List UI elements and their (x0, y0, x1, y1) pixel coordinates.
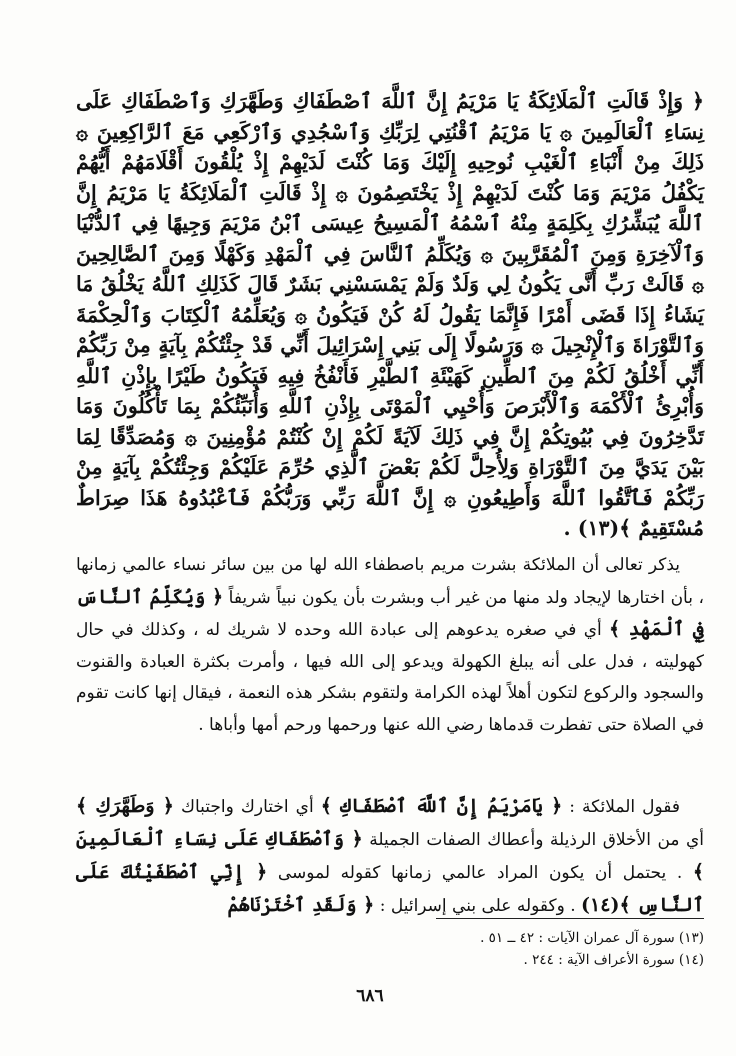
page-number: ٦٨٦ (356, 986, 384, 1006)
commentary-text: أي في صغره يدعوهم إلى عبادة الله وحده لا شريك له ، وكذلك في حال كهوليته ، فدل على أنه يبلغ الكهولة ويدعو إلى الله فيها ، وأمرت بكثرة العبادة والقنوت والسجود والركوع لتكون أهلاً لهذه الكرامة ولتقوم بشكر هذه النعمة ، فيقال إنها كانت تقوم في الصلاة حتى تفطرت قدماها رضي الله عنها ورحمها ورحم أمها وأباها . (76, 620, 704, 735)
commentary-text: أي من الأخلاق الرذيلة وأعطاك الصفات الجميلة (369, 830, 705, 850)
commentary-text: يذكر تعالى أن الملائكة بشرت مريم باصطفاء الله لها من بين سائر نساء عالمي زمانها ، بأن اختارها لإيجاد ولد منها من غير أب وبشرت بأن يكون نبياً شريفاً (76, 555, 704, 608)
commentary-paragraph-2 (76, 790, 704, 922)
quran-quote: ﴿ يَامَرْيَمُ إِنَّ ٱللَّهَ ٱصْطَفَاكِ ﴾ (320, 795, 563, 817)
commentary-text: . وكقوله على بني إسرائيل : (379, 896, 576, 916)
commentary-text: . يحتمل أن يكون المراد عالمي زمانها كقوله لموسى (277, 863, 683, 883)
quran-quote: ﴿ وَطَهَّرَكِ ﴾ (76, 795, 174, 817)
commentary-text: فقول الملائكة : (569, 797, 681, 817)
quran-quote: ﴿ وَلَقَدِ ٱخْتَرْنَاهُمْ (227, 894, 375, 916)
quran-quote: ﴿ وَٱصْطَفَاكِ عَلَى نِسَاءِ ٱلْعَالَمِينَ ﴾ (76, 828, 704, 883)
quran-verses-block: ﴿ وَإِذْ قَالَتِ ٱلْمَلَائِكَةُ يَا مَرْيَمُ إِنَّ ٱللَّهَ ٱصْطَفَاكِ وَطَهَّرَكِ وَٱصْطَفَاكِ عَلَى نِسَاءِ ٱلْعَالَمِينَ ۞ يَا مَرْيَمُ ٱقْنُتِي لِرَبِّكِ وَٱسْجُدِي وَٱرْكَعِي مَعَ ٱلرَّاكِعِينَ ۞ ذَلِكَ مِنْ أَنْبَاءِ ٱلْغَيْبِ نُوحِيهِ إِلَيْكَ وَمَا كُنْتَ لَدَيْهِمْ إِذْ يُلْقُونَ أَقْلَامَهُمْ أَيُّهُمْ يَكْفُلُ مَرْيَمَ وَمَا كُنْتَ لَدَيْهِمْ إِذْ يَخْتَصِمُونَ ۞ إِذْ قَالَتِ ٱلْمَلَائِكَةُ يَا مَرْيَمُ إِنَّ ٱللَّهَ يُبَشِّرُكِ بِكَلِمَةٍ مِنْهُ ٱسْمُهُ ٱلْمَسِيحُ عِيسَى ٱبْنُ مَرْيَمَ وَجِيهًا فِي ٱلدُّنْيَا وَٱلْآخِرَةِ وَمِنَ ٱلْمُقَرَّبِينَ ۞ وَيُكَلِّمُ ٱلنَّاسَ فِي ٱلْمَهْدِ وَكَهْلًا وَمِنَ ٱلصَّالِحِينَ ۞ قَالَتْ رَبِّ أَنَّى يَكُونُ لِي وَلَدٌ وَلَمْ يَمْسَسْنِي بَشَرٌ قَالَ كَذَلِكِ ٱللَّهُ يَخْلُقُ مَا يَشَاءُ إِذَا قَضَى أَمْرًا فَإِنَّمَا يَقُولُ لَهُ كُنْ فَيَكُونُ ۞ وَيُعَلِّمُهُ ٱلْكِتَابَ وَٱلْحِكْمَةَ وَٱلتَّوْرَاةَ وَٱلْإِنْجِيلَ ۞ وَرَسُولًا إِلَى بَنِي إِسْرَائِيلَ أَنِّي قَدْ جِئْتُكُمْ بِآيَةٍ مِنْ رَبِّكُمْ أَنِّي أَخْلُقُ لَكُمْ مِنَ ٱلطِّينِ كَهَيْئَةِ ٱلطَّيْرِ فَأَنْفُخُ فِيهِ فَيَكُونُ طَيْرًا بِإِذْنِ ٱللَّهِ وَأُبْرِئُ ٱلْأَكْمَهَ وَٱلْأَبْرَصَ وَأُحْيِي ٱلْمَوْتَى بِإِذْنِ ٱللَّهِ وَأُنَبِّئُكُمْ بِمَا تَأْكُلُونَ وَمَا تَدَّخِرُونَ فِي بُيُوتِكُمْ إِنَّ فِي ذَلِكَ لَآيَةً لَكُمْ إِنْ كُنْتُمْ مُؤْمِنِينَ ۞ وَمُصَدِّقًا لِمَا بَيْنَ يَدَيَّ مِنَ ٱلتَّوْرَاةِ وَلِأُحِلَّ لَكُمْ بَعْضَ ٱلَّذِي حُرِّمَ عَلَيْكُمْ وَجِئْتُكُمْ بِآيَةٍ مِنْ رَبِّكُمْ فَٱتَّقُوا ٱللَّهَ وَأَطِيعُونِ ۞ إِنَّ ٱللَّهَ رَبِّي وَرَبُّكُمْ فَٱعْبُدُوهُ هَذَا صِرَاطٌ مُسْتَقِيمٌ ﴾(١٣) . (76, 89, 704, 540)
footnote-separator (436, 918, 704, 919)
commentary-text: أي اختارك واجتباك (180, 797, 314, 817)
quran-quote: ﴿ وَيُكَلِّمُ ٱلنَّاسَ فِي ٱلْمَهْدِ ﴾ (76, 585, 704, 640)
commentary-paragraph-1 (76, 550, 704, 741)
footnote-14: (١٤) سورة الأعراف الآية : ٢٤٤ . (523, 952, 704, 968)
quran-quote: ﴿ إِنِّي ٱصْطَفَيْتُكَ عَلَى ٱلنَّاسِ ﴾(١٤) (76, 861, 704, 916)
footnote-13: (١٣) سورة آل عمران الآيات : ٤٢ ــ ٥١ . (480, 930, 704, 946)
